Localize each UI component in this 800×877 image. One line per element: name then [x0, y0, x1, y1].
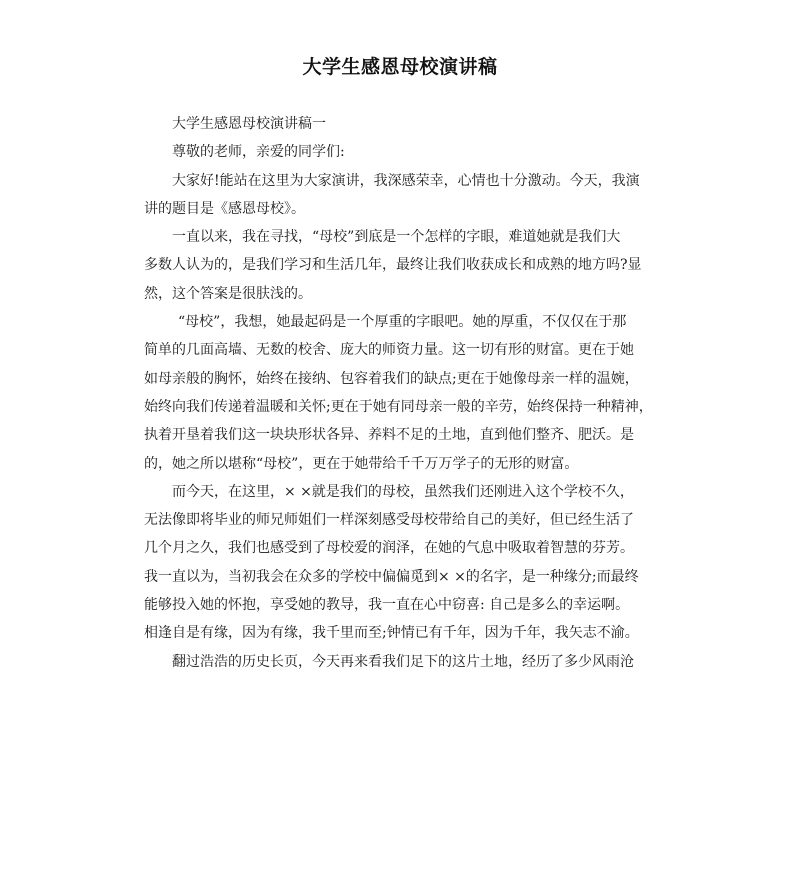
paragraph-line: 大家好!能站在这里为大家演讲，我深感荣幸，心情也十分激动。今天，我演	[172, 172, 640, 189]
paragraph-line: 翻过浩浩的历史长页，今天再来看我们足下的这片土地，经历了多少风雨沧	[172, 653, 634, 670]
paragraph-line: 如母亲般的胸怀，始终在接纳、包容着我们的缺点;更在于她像母亲一样的温婉，	[144, 370, 639, 387]
paragraph-line: 讲的题目是《感恩母校》。	[144, 200, 305, 217]
paragraph-line: 的，她之所以堪称“母校”，更在于她带给千千万万学子的无形的财富。	[144, 455, 579, 472]
paragraph-line: 几个月之久，我们也感受到了母校爱的润泽，在她的气息中吸取着智慧的芬芳。	[144, 540, 634, 557]
paragraph-line: 无法像即将毕业的师兄师姐们一样深刻感受母校带给自己的美好，但已经生活了	[144, 512, 634, 529]
paragraph-line: 始终向我们传递着温暖和关怀;更在于她有同母亲一般的辛劳，始终保持一种精神，	[144, 398, 653, 415]
paragraph-line: 相逢自是有缘，因为有缘，我千里而至;钟情已有千年，因为千年，我矢志不渝。	[144, 625, 639, 642]
paragraph-line: 大学生感恩母校演讲稿一	[172, 116, 326, 132]
paragraph-line: 我一直以为，当初我会在众多的学校中偏偏觅到× ×的名字，是一种缘分;而最终	[144, 568, 639, 585]
paragraph-line: 多数人认为的，是我们学习和生活几年，最终让我们收获成长和成熟的地方吗?显	[144, 257, 642, 274]
paragraph-line: 能够投入她的怀抱，享受她的教导，我一直在心中窃喜: 自己是多么的幸运啊。	[144, 597, 630, 614]
paragraph-line: 执着开垦着我们这一块块形状各异、养料不足的土地，直到他们整齐、肥沃。是	[144, 427, 634, 444]
paragraph-line: 而今天，在这里，× ×就是我们的母校，虽然我们还刚进入这个学校不久，	[172, 483, 634, 500]
paragraph-line: 尊敬的老师，亲爱的同学们:	[172, 144, 345, 161]
document-body	[144, 110, 664, 676]
paragraph-line: 简单的几面高墙、无数的校舍、庞大的师资力量。这一切有形的财富。更在于她	[144, 342, 634, 359]
paragraph-line: 一直以来，我在寻找，“母校”到底是一个怎样的字眼，难道她就是我们大	[172, 229, 621, 246]
paragraph-line: “母校”，我想，她最起码是一个厚重的字眼吧。她的厚重，不仅仅在于那	[178, 314, 627, 331]
paragraph-line: 然，这个答案是很肤浅的。	[144, 285, 312, 302]
document-title: 大学生感恩母校演讲稿	[302, 56, 498, 78]
